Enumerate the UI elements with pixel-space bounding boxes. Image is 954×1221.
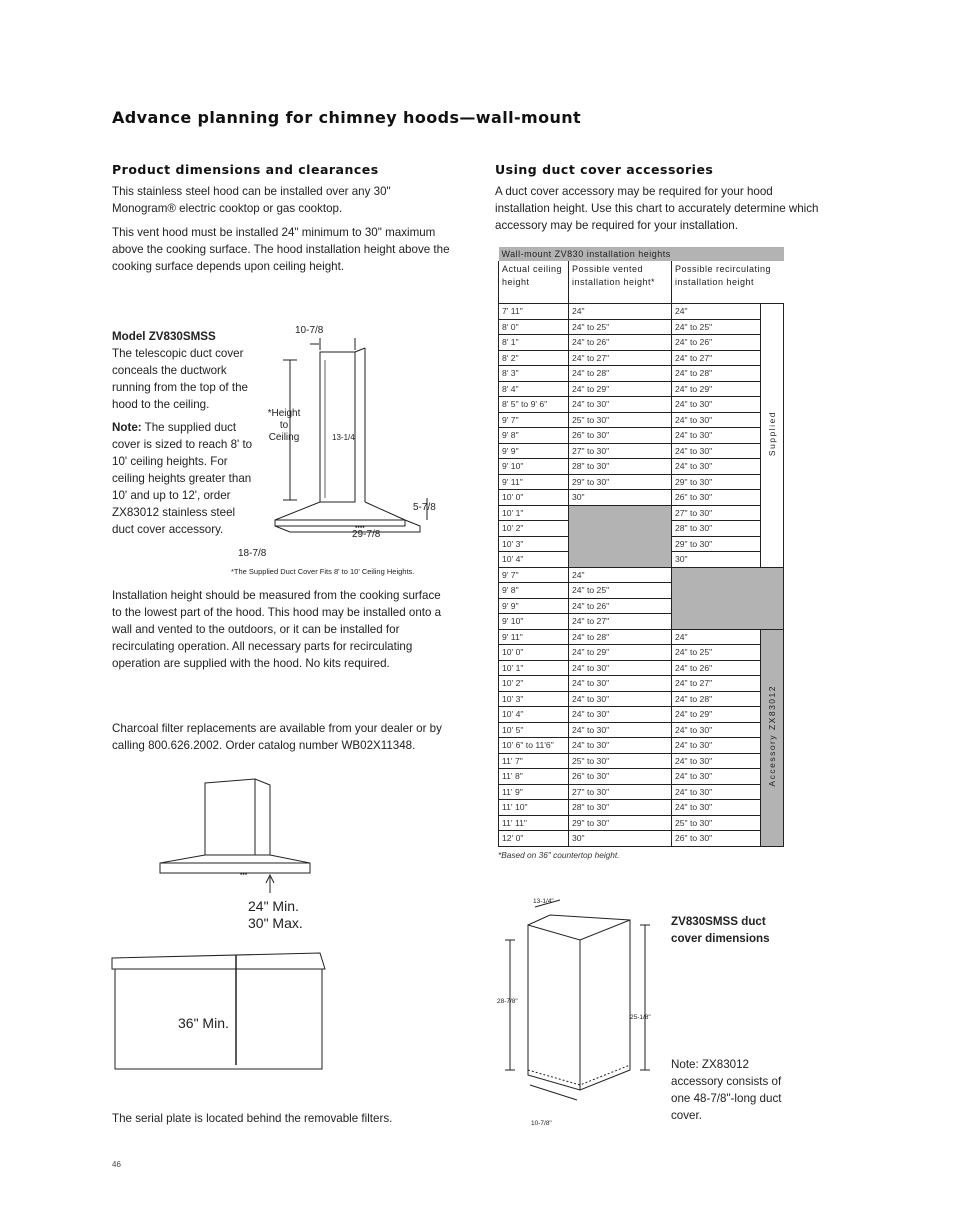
table-row (499, 350, 784, 366)
table-row (499, 304, 784, 320)
cell-ceiling: 10' 6" to 11'6" (499, 738, 569, 754)
cell-ceiling: 11' 8" (499, 769, 569, 785)
cell-vented: 24" to 30" (569, 707, 672, 723)
duct-cover-title: ZV830SMSS duct cover dimensions (671, 915, 770, 945)
cell-vented: 30" (569, 831, 672, 847)
cell-recirculating: 24" to 30" (672, 412, 761, 428)
cell-recirculating: 29" to 30" (672, 536, 761, 552)
dim-width: 29-7/8 (352, 529, 381, 540)
cell-recirculating: 28" to 30" (672, 521, 761, 537)
cell-ceiling: 9' 9" (499, 443, 569, 459)
supplied-label: Supplied (767, 410, 777, 456)
cell-ceiling: 10' 4" (499, 552, 569, 568)
cell-ceiling: 9' 7" (499, 412, 569, 428)
cell-recirculating: 24" (672, 629, 761, 645)
cell-vented: 24" (569, 567, 672, 583)
cell-recirculating: 24" to 30" (672, 428, 761, 444)
cell-recirculating: 24" to 30" (672, 459, 761, 475)
table-container (498, 247, 783, 860)
table-row (499, 443, 784, 459)
table-row (499, 738, 784, 754)
table-row (499, 474, 784, 490)
dim-height-to-ceiling: *Height to Ceiling (267, 408, 301, 443)
table-row (499, 459, 784, 475)
cell-recirculating: 24" to 30" (672, 784, 761, 800)
cell-recirculating: 27" to 30" (672, 505, 761, 521)
cell-vented: 29" to 30" (569, 815, 672, 831)
cell-not-applicable (569, 505, 672, 567)
cell-ceiling: 7' 11" (499, 304, 569, 320)
duct-dim-left-height: 28-7/8" (497, 998, 518, 1005)
table-row (499, 319, 784, 335)
model-text: The telescopic duct cover conceals the ductwork running from the top of the hood to the ceiling. (112, 347, 248, 411)
cell-ceiling: 10' 3" (499, 536, 569, 552)
cell-vented: 28" to 30" (569, 459, 672, 475)
table-row (499, 753, 784, 769)
cell-ceiling: 10' 4" (499, 707, 569, 723)
table-row (499, 645, 784, 661)
cell-ceiling: 11' 7" (499, 753, 569, 769)
table-row (499, 366, 784, 382)
cell-ceiling: 11' 10" (499, 800, 569, 816)
cell-recirculating: 24" to 30" (672, 722, 761, 738)
cell-ceiling: 10' 0" (499, 490, 569, 506)
table-row (499, 769, 784, 785)
table-row (499, 505, 784, 521)
cell-vented: 24" to 28" (569, 366, 672, 382)
cell-ceiling: 8' 4" (499, 381, 569, 397)
cell-ceiling: 9' 8" (499, 583, 569, 599)
svg-text:●●●: ●●● (240, 871, 248, 876)
table-row (499, 784, 784, 800)
cell-recirculating: 24" to 30" (672, 443, 761, 459)
cell-not-applicable (672, 567, 784, 629)
supplied-group-label (761, 304, 784, 568)
cell-recirculating: 24" to 30" (672, 769, 761, 785)
serial-plate-note: The serial plate is located behind the removable filters. (112, 1112, 393, 1125)
table-row (499, 691, 784, 707)
table-row (499, 800, 784, 816)
cell-ceiling: 10' 2" (499, 676, 569, 692)
cell-recirculating: 24" to 28" (672, 691, 761, 707)
cell-recirculating: 24" to 25" (672, 319, 761, 335)
table-row (499, 428, 784, 444)
cell-ceiling: 8' 2" (499, 350, 569, 366)
duct-dim-bottom: 10-7/8" (531, 1120, 552, 1127)
cell-vented: 24" to 26" (569, 598, 672, 614)
table-caption: Wall-mount ZV830 installation heights (499, 247, 784, 261)
accessory-label: Accessory ZX83012 (767, 684, 777, 787)
cell-ceiling: 8' 0" (499, 319, 569, 335)
cell-ceiling: 9' 8" (499, 428, 569, 444)
cell-vented: 24" (569, 304, 672, 320)
cell-vented: 24" to 30" (569, 738, 672, 754)
cell-recirculating: 24" to 27" (672, 676, 761, 692)
accessory-group-label (761, 629, 784, 846)
cell-vented: 27" to 30" (569, 443, 672, 459)
model-title: Model ZV830SMSS (112, 330, 216, 343)
cell-vented: 25" to 30" (569, 412, 672, 428)
cell-vented: 24" to 30" (569, 722, 672, 738)
cell-ceiling: 12' 0" (499, 831, 569, 847)
cell-ceiling: 9' 11" (499, 629, 569, 645)
cell-vented: 26" to 30" (569, 769, 672, 785)
table-row (499, 397, 784, 413)
hood-footnote: *The Supplied Duct Cover Fits 8' to 10' Ceiling Heights. (231, 567, 415, 576)
section-heading-dimensions: Product dimensions and clearances (112, 162, 379, 177)
installation-paragraph: Installation height should be measured from the cooking surface to the lowest part of the hood. This hood may be installed onto a wall and vented to the outdoors, or it can be installed for recirculating operation. All necessary parts for recirculating operation are supplied with the hood. No kits required. (112, 589, 442, 670)
cell-ceiling: 11' 11" (499, 815, 569, 831)
cell-vented: 29" to 30" (569, 474, 672, 490)
cell-ceiling: 10' 5" (499, 722, 569, 738)
cell-recirculating: 29" to 30" (672, 474, 761, 490)
cell-vented: 27" to 30" (569, 784, 672, 800)
duct-cover-note: Note: ZX83012 accessory consists of one 48-7/8"-long duct cover. (671, 1058, 782, 1122)
cell-vented: 25" to 30" (569, 753, 672, 769)
note-text: The supplied duct cover is sized to reach 8' to 10' ceiling heights. For ceiling heights greater than 10' and up to 12', order ZX83012 stainless steel duct cover accessory. (112, 421, 253, 536)
cell-recirculating: 24" to 30" (672, 397, 761, 413)
table-row (499, 335, 784, 351)
cell-recirculating: 24" to 26" (672, 335, 761, 351)
cell-ceiling: 9' 10" (499, 614, 569, 630)
clearance-label: 24" Min. 30" Max. (248, 898, 303, 931)
table-row (499, 412, 784, 428)
cell-ceiling: 8' 3" (499, 366, 569, 382)
duct-dim-right-height: 25-1/8" (630, 1014, 651, 1021)
cell-recirculating: 24" to 29" (672, 381, 761, 397)
dim-top-width: 10-7/8 (295, 325, 324, 336)
cell-recirculating: 24" to 30" (672, 800, 761, 816)
cell-recirculating: 24" (672, 304, 761, 320)
table-row (499, 831, 784, 847)
table-row (499, 490, 784, 506)
filter-paragraph: Charcoal filter replacements are available from your dealer or by calling 800.626.2002. Order catalog number WB02X11348. (112, 722, 442, 752)
cell-ceiling: 9' 7" (499, 567, 569, 583)
cell-vented: 24" to 29" (569, 381, 672, 397)
table-row (499, 676, 784, 692)
table-row (499, 722, 784, 738)
cell-ceiling: 10' 0" (499, 645, 569, 661)
table-row (499, 629, 784, 645)
cell-vented: 24" to 25" (569, 583, 672, 599)
header-ceiling: Actual ceiling height (499, 261, 569, 304)
cell-vented: 24" to 30" (569, 660, 672, 676)
dim-canopy-depth: 18-7/8 (238, 548, 267, 559)
cell-recirculating: 24" to 26" (672, 660, 761, 676)
dim-depth: 13-1/4 (332, 433, 355, 442)
cell-recirculating: 24" to 30" (672, 753, 761, 769)
dim-canopy-height: 5-7/8 (413, 502, 436, 513)
installation-heights-table (498, 247, 784, 847)
cell-recirculating: 26" to 30" (672, 831, 761, 847)
intro-paragraph: This stainless steel hood can be installed over any 30" Monogram® electric cooktop or gas cooktop. (112, 185, 391, 215)
cell-vented: 26" to 30" (569, 428, 672, 444)
table-row (499, 815, 784, 831)
cell-recirculating: 24" to 27" (672, 350, 761, 366)
header-recirculating: Possible recirculating installation height (672, 261, 784, 304)
cell-ceiling: 9' 10" (499, 459, 569, 475)
table-footnote: *Based on 36" countertop height. (498, 849, 620, 860)
table-row (499, 660, 784, 676)
height-paragraph: This vent hood must be installed 24" minimum to 30" maximum above the cooking surface. The hood installation height above the cooking surface depends upon ceiling height. (112, 226, 450, 273)
counter-height-label: 36" Min. (178, 1015, 229, 1031)
cell-ceiling: 10' 1" (499, 660, 569, 676)
cell-ceiling: 11' 9" (499, 784, 569, 800)
cell-recirculating: 25" to 30" (672, 815, 761, 831)
table-row (499, 381, 784, 397)
svg-text:●●●●: ●●●● (355, 524, 365, 529)
installation-diagram (110, 775, 335, 1095)
cell-vented: 24" to 27" (569, 614, 672, 630)
table-row (499, 567, 784, 583)
cell-ceiling: 9' 9" (499, 598, 569, 614)
cell-recirculating: 24" to 28" (672, 366, 761, 382)
cell-recirculating: 24" to 25" (672, 645, 761, 661)
cell-ceiling: 8' 5" to 9' 6" (499, 397, 569, 413)
header-vented: Possible vented installation height* (569, 261, 672, 304)
cell-recirculating: 30" (672, 552, 761, 568)
section-heading-duct-cover: Using duct cover accessories (495, 162, 714, 177)
table-row (499, 707, 784, 723)
cell-vented: 24" to 29" (569, 645, 672, 661)
cell-vented: 24" to 28" (569, 629, 672, 645)
cell-recirculating: 24" to 29" (672, 707, 761, 723)
cell-vented: 24" to 26" (569, 335, 672, 351)
cell-ceiling: 10' 3" (499, 691, 569, 707)
cell-vented: 24" to 30" (569, 397, 672, 413)
cell-recirculating: 26" to 30" (672, 490, 761, 506)
duct-cover-paragraph: A duct cover accessory may be required for your hood installation height. Use this chart to accurately determine which accessory may be required for your installation. (495, 185, 819, 232)
cell-vented: 24" to 27" (569, 350, 672, 366)
cell-vented: 24" to 30" (569, 691, 672, 707)
cell-vented: 24" to 25" (569, 319, 672, 335)
cell-vented: 28" to 30" (569, 800, 672, 816)
page-title: Advance planning for chimney hoods—wall-mount (112, 108, 582, 127)
cell-ceiling: 10' 2" (499, 521, 569, 537)
cell-vented: 24" to 30" (569, 676, 672, 692)
cell-recirculating: 24" to 30" (672, 738, 761, 754)
page-number: 46 (112, 1160, 121, 1169)
cell-vented: 30" (569, 490, 672, 506)
duct-dim-top: 13-1/4" (533, 898, 554, 905)
cell-ceiling: 9' 11" (499, 474, 569, 490)
cell-ceiling: 10' 1" (499, 505, 569, 521)
note-label: Note: (112, 421, 142, 434)
cell-ceiling: 8' 1" (499, 335, 569, 351)
